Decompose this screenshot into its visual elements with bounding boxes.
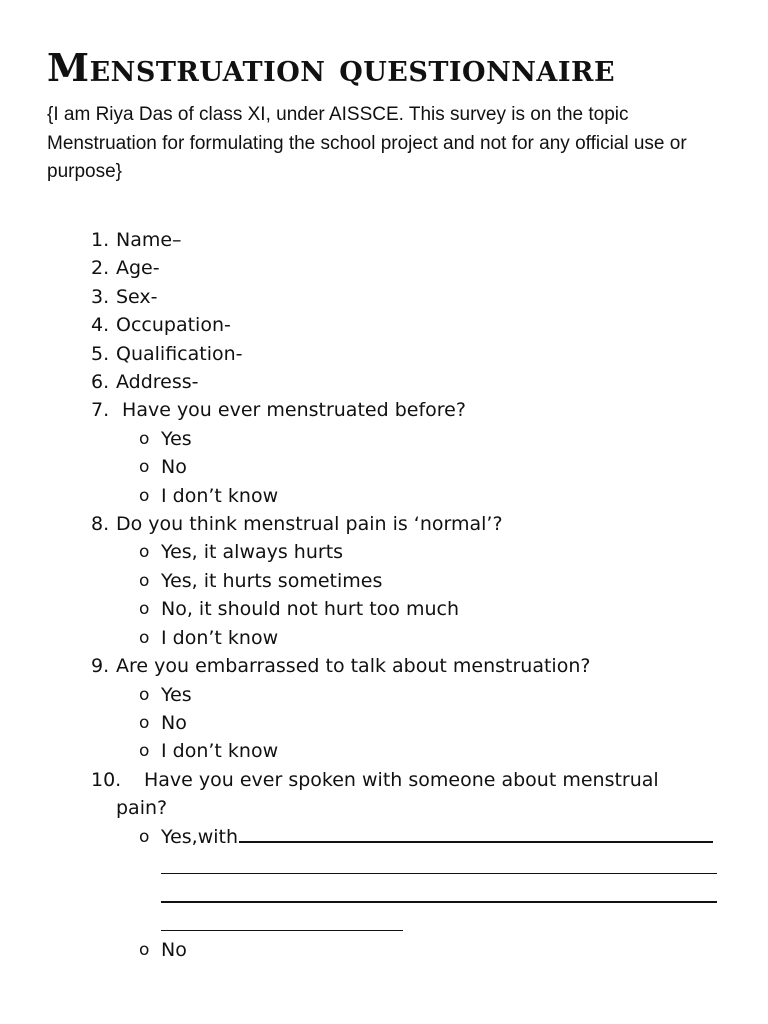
option-item[interactable] [91, 538, 751, 566]
question-8 [91, 510, 751, 652]
answer-blank-line [161, 879, 751, 907]
question-number: 10. [91, 768, 122, 791]
circle-bullet-icon: o [139, 485, 150, 506]
question-number: 2. [91, 257, 110, 280]
question-text: Have you ever spoken with someone about menstrual [144, 768, 659, 791]
question-text: Address- [116, 371, 199, 394]
option-label: Yes,with [161, 825, 239, 848]
option-item[interactable] [91, 482, 751, 510]
question-1 [91, 226, 751, 254]
question-text: Do you think menstrual pain is ‘normal’? [116, 513, 503, 536]
question-text: Have you ever menstruated before? [116, 399, 466, 422]
option-list [91, 538, 751, 652]
option-label: No, it should not hurt too much [161, 598, 459, 621]
option-list [91, 681, 751, 766]
question-number: 5. [91, 342, 110, 365]
circle-bullet-icon: o [139, 542, 150, 563]
question-9 [91, 652, 751, 766]
question-number: 1. [91, 229, 110, 251]
option-list [91, 936, 751, 964]
circle-bullet-icon: o [139, 457, 150, 478]
option-list [91, 425, 751, 510]
option-label: Yes, it always hurts [161, 541, 344, 564]
question-text: Are you embarrassed to talk about menstruation? [116, 655, 591, 678]
question-number: 6. [91, 371, 110, 394]
question-text: Name– [116, 229, 182, 251]
option-item[interactable] [91, 425, 751, 453]
question-3 [91, 283, 751, 311]
option-item[interactable] [91, 936, 751, 964]
circle-bullet-icon: o [139, 826, 150, 847]
circle-bullet-icon: o [139, 741, 150, 762]
question-number: 3. [91, 285, 110, 308]
option-label: No [161, 456, 187, 479]
option-item[interactable] [91, 709, 751, 737]
option-label: Yes [161, 427, 192, 450]
circle-bullet-icon: o [139, 940, 150, 961]
circle-bullet-icon: o [139, 599, 150, 620]
answer-blank-lines [91, 851, 751, 936]
option-item[interactable] [91, 737, 751, 765]
question-10 [91, 766, 751, 965]
circle-bullet-icon: o [139, 570, 150, 591]
option-label: I don’t know [161, 484, 279, 507]
question-text: Age- [116, 257, 160, 280]
option-list [91, 823, 751, 851]
option-label: Yes, it hurts sometimes [161, 569, 383, 592]
question-7 [91, 396, 751, 510]
circle-bullet-icon: o [139, 627, 150, 648]
question-number: 4. [91, 314, 110, 337]
option-item[interactable] [91, 823, 751, 851]
question-4 [91, 311, 751, 339]
option-label: No [161, 711, 187, 734]
page-title: Menstruation questionnaire [47, 45, 616, 90]
answer-blank-line [161, 908, 751, 936]
question-list [91, 226, 751, 965]
option-item[interactable] [91, 681, 751, 709]
question-number: 8. [91, 513, 110, 536]
option-item[interactable] [91, 624, 751, 652]
option-item[interactable] [91, 453, 751, 481]
option-item[interactable] [91, 595, 751, 623]
circle-bullet-icon: o [139, 684, 150, 705]
question-number: 7. [91, 399, 110, 422]
option-label: I don’t know [161, 740, 279, 763]
answer-blank-line [161, 851, 751, 879]
question-text: Qualification- [116, 342, 243, 365]
intro-paragraph: {I am Riya Das of class XI, under AISSCE. This survey is on the topic Menstruation for formulating the school project and not for any official use or purpose} [47, 104, 687, 182]
option-label: Yes [161, 683, 192, 706]
answer-blank-line [239, 841, 713, 843]
question-6 [91, 368, 751, 396]
circle-bullet-icon: o [139, 712, 150, 733]
option-label: I don’t know [161, 626, 279, 649]
question-text: Sex- [116, 285, 158, 308]
option-item[interactable] [91, 567, 751, 595]
question-5 [91, 340, 751, 368]
circle-bullet-icon: o [139, 428, 150, 449]
question-2 [91, 254, 751, 282]
option-label: No [161, 939, 187, 962]
question-text-continued: pain? [116, 797, 168, 820]
question-number: 9. [91, 655, 110, 678]
question-text: Occupation- [116, 314, 231, 337]
